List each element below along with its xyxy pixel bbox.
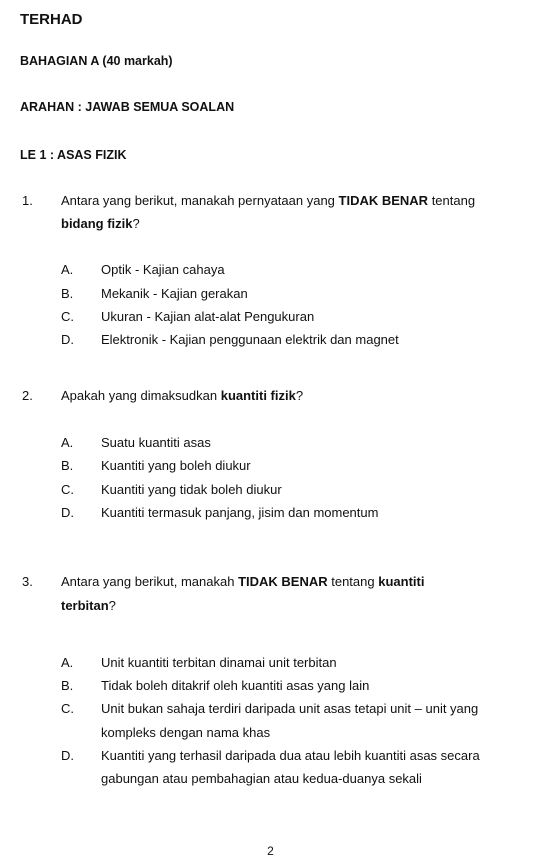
option-text: Elektronik - Kajian penggunaan elektrik dan magnet bbox=[101, 332, 399, 347]
option-text: Kuantiti termasuk panjang, jisim dan momentum bbox=[101, 505, 379, 520]
option-text: Kuantiti yang boleh diukur bbox=[101, 458, 251, 473]
instruction-heading: ARAHAN : JAWAB SEMUA SOALAN bbox=[20, 100, 235, 114]
text-run-bold: bidang fizik bbox=[61, 216, 133, 231]
text-run: ? bbox=[295, 388, 304, 403]
text-run-bold: terbitan bbox=[61, 598, 109, 613]
option-label: B. bbox=[61, 458, 74, 473]
option-label: C. bbox=[61, 482, 74, 497]
question-text-line-2 bbox=[61, 216, 140, 232]
option-label: B. bbox=[61, 678, 74, 693]
question-text-line-1 bbox=[61, 574, 424, 590]
topic-heading: LE 1 : ASAS FIZIK bbox=[20, 148, 127, 162]
option-text: Mekanik - Kajian gerakan bbox=[101, 286, 248, 301]
option-text: Kuantiti yang terhasil daripada dua atau lebih kuantiti asas secara bbox=[101, 748, 480, 763]
option-label: D. bbox=[61, 505, 74, 520]
page-number: 2 bbox=[267, 844, 274, 858]
option-text: Optik - Kajian cahaya bbox=[101, 262, 225, 277]
question-text-line-2 bbox=[61, 598, 116, 614]
text-run: Apakah yang dimaksudkan bbox=[61, 388, 221, 403]
text-run-bold: TIDAK BENAR bbox=[238, 574, 328, 589]
option-text-continued: gabungan atau pembahagian atau kedua-duanya sekali bbox=[101, 771, 422, 786]
option-text: Suatu kuantiti asas bbox=[101, 435, 211, 450]
question-number: 1. bbox=[22, 193, 33, 208]
option-label: D. bbox=[61, 748, 74, 763]
option-text: Kuantiti yang tidak boleh diukur bbox=[101, 482, 282, 497]
question-text-line-1 bbox=[61, 388, 303, 404]
option-label: B. bbox=[61, 286, 74, 301]
option-label: C. bbox=[61, 701, 74, 716]
option-text: Ukuran - Kajian alat-alat Pengukuran bbox=[101, 309, 315, 324]
text-run: tentang bbox=[428, 193, 476, 208]
option-text: Tidak boleh ditakrif oleh kuantiti asas yang lain bbox=[101, 678, 370, 693]
option-label: A. bbox=[61, 655, 74, 670]
classification-label: TERHAD bbox=[20, 11, 83, 28]
option-text: Unit bukan sahaja terdiri daripada unit asas tetapi unit – unit yang bbox=[101, 701, 479, 716]
text-run-bold: kuantiti bbox=[378, 574, 425, 589]
question-text-line-1 bbox=[61, 193, 475, 209]
text-run: ? bbox=[108, 598, 116, 613]
option-text-continued: kompleks dengan nama khas bbox=[101, 725, 271, 740]
option-label: A. bbox=[61, 262, 74, 277]
text-run: Antara yang berikut, manakah pernyataan yang bbox=[61, 193, 339, 208]
text-run-bold: TIDAK BENAR bbox=[338, 193, 429, 208]
option-label: A. bbox=[61, 435, 74, 450]
text-run: Antara yang berikut, manakah bbox=[61, 574, 239, 589]
section-heading: BAHAGIAN A (40 markah) bbox=[20, 54, 173, 68]
option-label: D. bbox=[61, 332, 74, 347]
text-run-bold: kuantiti fizik bbox=[220, 388, 296, 403]
question-number: 2. bbox=[22, 388, 33, 403]
text-run: ? bbox=[132, 216, 140, 231]
option-label: C. bbox=[61, 309, 74, 324]
question-number: 3. bbox=[22, 574, 33, 589]
option-text: Unit kuantiti terbitan dinamai unit terbitan bbox=[101, 655, 337, 670]
text-run: tentang bbox=[327, 574, 379, 589]
